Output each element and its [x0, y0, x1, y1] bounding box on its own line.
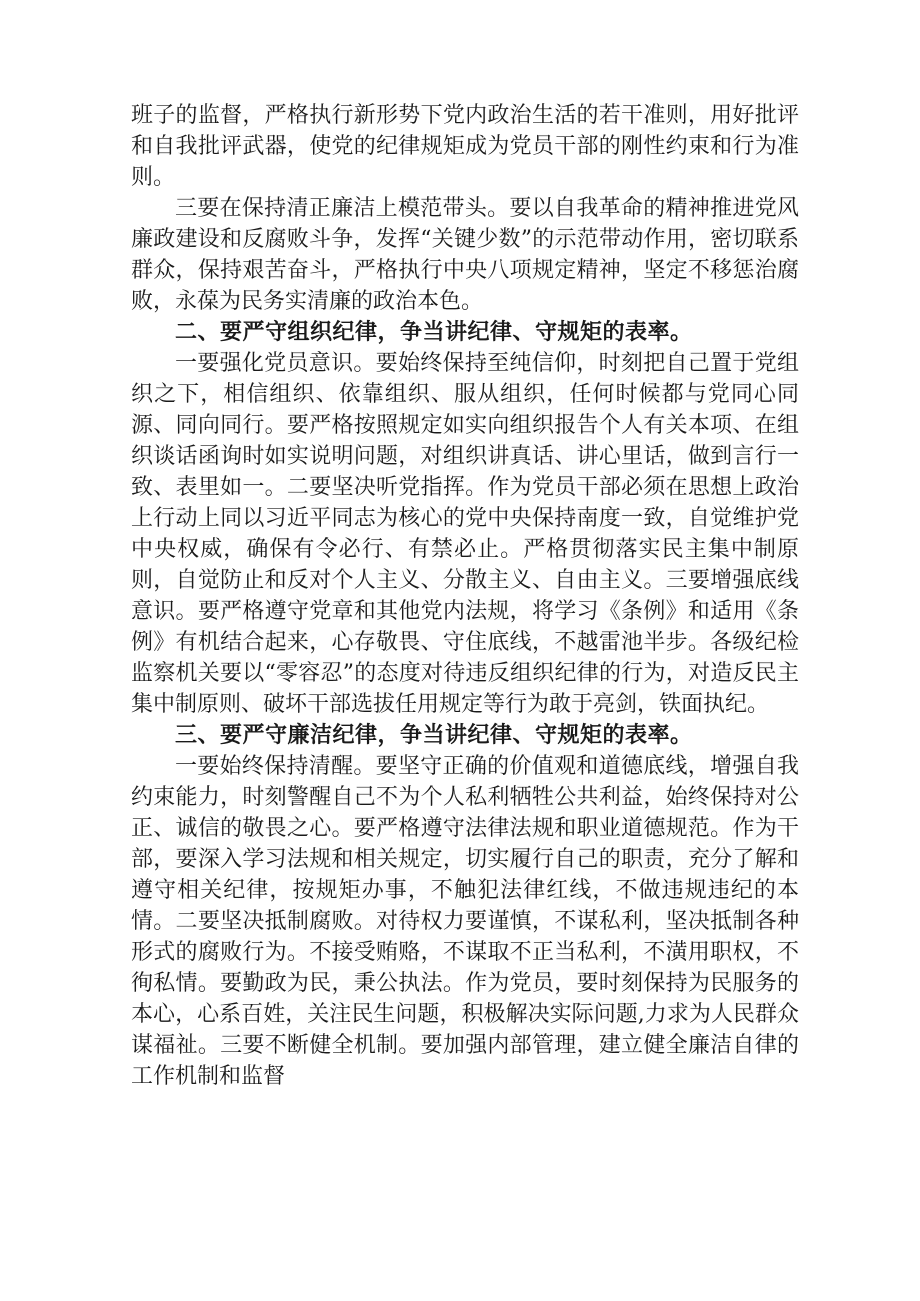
section-heading-organizational-discipline: 二、要严守组织纪律，争当讲纪律、守规矩的表率。 [175, 320, 693, 345]
paragraph-clean-governance: 三要在保持清正廉洁上模范带头。要以自我革命的精神推进党风廉政建设和反腐败斗争，发挥“关键少数”的示范带动作用，密切联系群众，保持艰苦奋斗，严格执行中央八项规定精神，坚定不移惩治腐败，永葆为民务实清廉的政治本色。 [131, 196, 799, 314]
paragraph-integrity-discipline: 一要始终保持清醒。要坚守正确的价值观和道德底线，增强自我约束能力，时刻警醒自己不为个人私利牺牲公共利益，始终保持对公正、诚信的敬畏之心。要严格遵守法律法规和职业道德规范。作为干部，要深入学习法规和相关规定，切实履行自己的职责，充分了解和遵守相关纪律，按规矩办事，不触犯法律红线，不做违规违纪的本情。二要坚决抵制腐败。对待权力要谨慎，不谋私利，坚决抵制各种形式的腐败行为。不接受贿赂，不谋取不正当私利，不潢用职权，不徇私情。要勤政为民，秉公执法。作为党员，要时刻保持为民服务的本心，心系百姓，关注民生问题，积极解决实际问题,力求为人民群众谋福祉。三要不断健全机制。要加强内部管理，建立健全廉洁自律的工作机制和监督 [131, 754, 799, 1089]
paragraph-continuation: 班子的监督，严格执行新形势下党内政治生活的若干准则，用好批评和自我批评武器，使党的纪律规矩成为党员干部的刚性约束和行为准则。 [131, 103, 799, 190]
paragraph-organizational-discipline: 一要强化党员意识。要始终保持至纯信仰，时刻把自己置于党组织之下，相信组织、依靠组织、服从组织，任何时候都与党同心同源、同向同行。要严格按照规定如实向组织报告个人有关本项、在组织谈话函询时如实说明问题，对组织讲真话、讲心里话，做到言行一致、表里如一。二要坚决听党指挥。作为党员干部必须在思想上政治上行动上同以习近平同志为核心的党中央保持南度一致，自觉维护党中央权威，确保有令必行、有禁必止。严格贯彻落实民主集中制原则，自觉防止和反对个人主义、分散主义、自由主义。三要增强底线意识。要严格遵守党章和其他党内法规，将学习《条例》和适用《条例》有机结合起来，心存敬畏、守住底线，不越雷池半步。各级纪检监察机关要以“零容忍”的态度对待违反组织纪律的行为，对造反民主集中制原则、破坏干部选拔任用规定等行为敢于亮剑，铁面执纪。 [131, 351, 799, 717]
section-heading-integrity-discipline: 三、要严守廉洁纪律，争当讲纪律、守规矩的表率。 [175, 723, 693, 748]
document-body [131, 100, 799, 1092]
